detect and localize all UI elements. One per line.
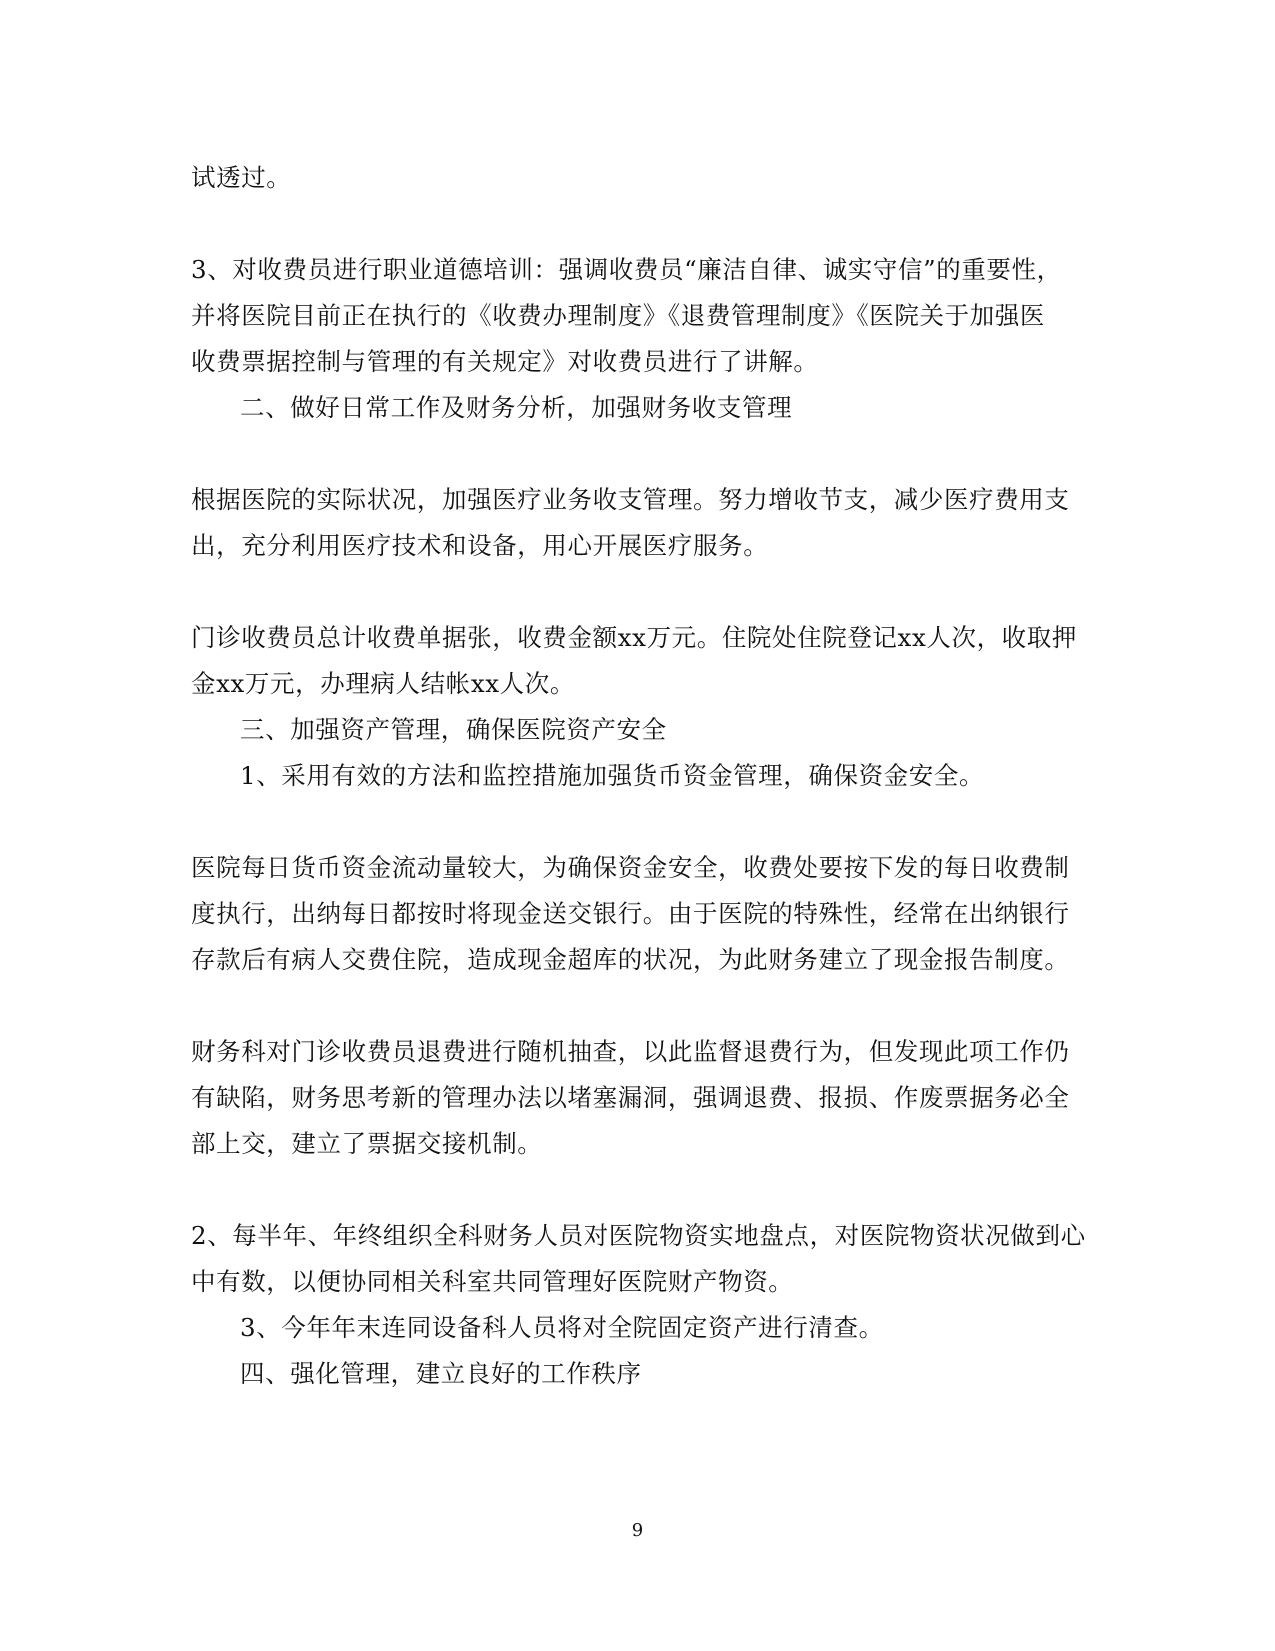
- text-line: 有缺陷，财务思考新的管理办法以堵塞漏洞，强调退费、报损、作废票据务必全: [191, 1083, 1070, 1112]
- text-line: 2、每半年、年终组织全科财务人员对医院物资实地盘点，对医院物资状况做到心: [191, 1221, 1086, 1250]
- section-heading: 二、做好日常工作及财务分析，加强财务收支管理: [240, 393, 793, 422]
- text-line: 1、采用有效的方法和监控措施加强货币资金管理，确保资金安全。: [240, 761, 985, 790]
- page-number: 9: [631, 1520, 644, 1541]
- text-line: 3、今年年末连同设备科人员将对全院固定资产进行清查。: [240, 1313, 884, 1342]
- text-line: 收费票据控制与管理的有关规定》对收费员进行了讲解。: [191, 347, 819, 376]
- text-line: 医院每日货币资金流动量较大，为确保资金安全，收费处要按下发的每日收费制: [191, 853, 1070, 882]
- text-line: 试透过。: [191, 163, 292, 192]
- text-line: 中有数，以便协同相关科室共同管理好医院财产物资。: [191, 1267, 794, 1296]
- text-line: 金xx万元，办理病人结帐xx人次。: [191, 669, 575, 698]
- text-line: 财务科对门诊收费员退费进行随机抽查，以此监督退费行为，但发现此项工作仍: [191, 1037, 1070, 1066]
- text-line: 部上交，建立了票据交接机制。: [191, 1129, 543, 1158]
- text-line: 度执行，出纳每日都按时将现金送交银行。由于医院的特殊性，经常在出纳银行: [191, 899, 1070, 928]
- text-line: 出，充分利用医疗技术和设备，用心开展医疗服务。: [191, 531, 769, 560]
- section-heading: 三、加强资产管理，确保医院资产安全: [240, 715, 667, 744]
- text-line: 存款后有病人交费住院，造成现金超库的状况，为此财务建立了现金报告制度。: [191, 945, 1070, 974]
- text-line: 根据医院的实际状况，加强医疗业务收支管理。努力增收节支，减少医疗费用支: [191, 485, 1070, 514]
- section-heading: 四、强化管理，建立良好的工作秩序: [240, 1359, 642, 1388]
- text-line: 3、对收费员进行职业道德培训：强调收费员“廉洁自律、诚实守信”的重要性，: [191, 255, 1062, 284]
- text-line: 并将医院目前正在执行的《收费办理制度》《退费管理制度》《医院关于加强医: [191, 301, 1045, 330]
- text-line: 门诊收费员总计收费单据张，收费金额xx万元。住院处住院登记xx人次，收取押: [191, 623, 1077, 652]
